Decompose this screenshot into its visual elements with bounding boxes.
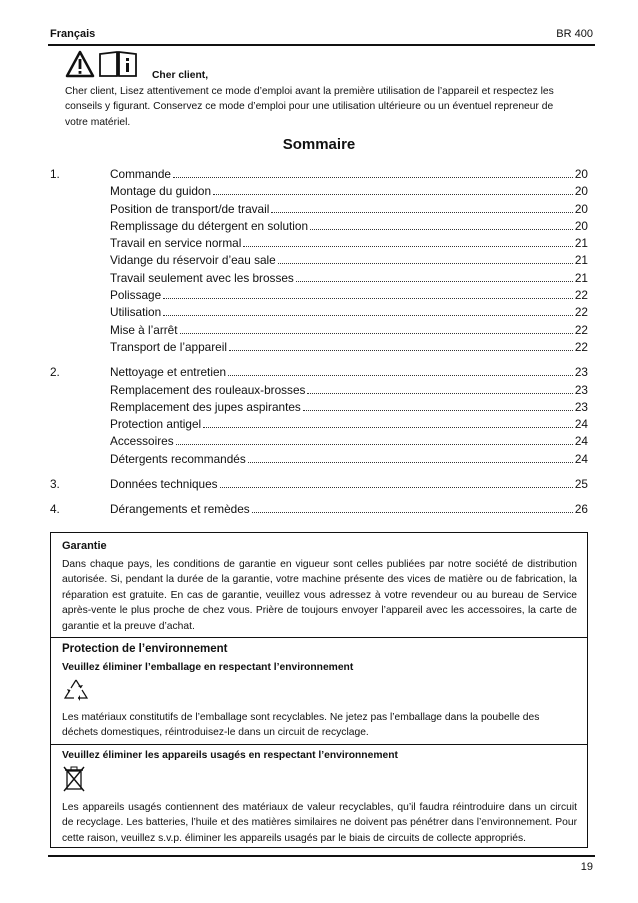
toc-entry (50, 434, 588, 451)
toc-entry (50, 383, 588, 400)
toc-page-number: 20 (574, 218, 588, 233)
toc-entry-label: Remplissage du détergent en solution (110, 218, 309, 233)
toc-page-number: 25 (574, 477, 588, 492)
toc-page-number: 23 (574, 382, 588, 397)
toc-leader-dots (310, 229, 573, 230)
toc-leader-dots (252, 512, 573, 513)
toc-entry-label: Transport de l’appareil (110, 339, 227, 354)
toc-entry (50, 323, 588, 340)
page-title: Sommaire (282, 136, 356, 153)
toc-page-number: 20 (574, 201, 588, 216)
toc-page-number: 20 (574, 167, 588, 181)
intro-body: Cher client, Lisez attentivement ce mode d’emploi avant la première utilisation de l’appareil et respectez les conseils y figurant. Conservez ce mode d’emploi pour une utilisation ultérieure ou un éventuel repreneur de votre matériel. (65, 85, 554, 128)
toc-entry-label: Montage du guidon (110, 184, 212, 199)
toc-entry (50, 184, 588, 201)
toc-entry-label: Commande (110, 167, 171, 181)
toc-leader-dots (213, 194, 573, 195)
devices-text: Les appareils usagés contiennent des matériaux de valeur recyclables, qu’il faudra réintroduire dans un circuit de recyclage. Les batteries, l’huile et des matières similaires ne doivent pas pénétrer dans l’environnement. Pour cette raison, veuillez s.v.p. éliminer les appareils usagés par le biais de circuits de collecte appropriés. (62, 801, 577, 844)
toc-entry (50, 502, 588, 519)
intro-icons (65, 50, 138, 78)
toc-leader-dots (243, 246, 573, 247)
toc-entry (50, 452, 588, 469)
toc-section (50, 477, 588, 494)
toc-page-number: 22 (574, 305, 588, 320)
manual-book-icon (98, 50, 138, 78)
toc-section-number: 2. (50, 365, 60, 380)
toc-section (50, 365, 588, 469)
toc-entry (50, 340, 588, 357)
toc-entry-label: Vidange du réservoir d’eau sale (110, 253, 276, 268)
toc-page-number: 23 (574, 399, 588, 414)
toc-section (50, 167, 588, 357)
toc-entry-label: Mise à l’arrêt (110, 322, 178, 337)
toc-page-number: 22 (574, 339, 588, 354)
toc-page-number: 24 (574, 434, 588, 449)
environment-heading: Protection de l’environnement (62, 643, 228, 655)
toc-page-number: 23 (574, 365, 588, 380)
guarantee-text: Dans chaque pays, les conditions de garantie en vigueur sont celles publiées par notre société de distribution autorisée. Si, pendant la durée de la garantie, votre machine présente des vices de matière ou de fabrication, la réparation est gratuite. En cas de garantie, veuillez vous adressez à votre revendeur ou au bureau de Service après-vente le plus proche de chez vous. Prière de toujours envoyer l’appareil avec les accessoires, la carte de garantie et la preuve d’achat. (62, 558, 577, 632)
crossed-bin-icon (62, 765, 86, 793)
footer-rule (48, 855, 595, 857)
toc-page-number: 21 (574, 253, 588, 268)
bin-icon-wrap (62, 765, 577, 799)
toc-page-number: 20 (574, 184, 588, 199)
toc-page-number: 22 (574, 288, 588, 303)
toc-page-number: 24 (574, 417, 588, 432)
toc-entry-label: Nettoyage et entretien (110, 365, 227, 380)
toc-entry-label: Accessoires (110, 434, 174, 449)
toc-leader-dots (303, 410, 573, 411)
toc-leader-dots (307, 393, 572, 394)
toc-entry (50, 219, 588, 236)
toc-page-number: 21 (574, 270, 588, 285)
toc-entry (50, 305, 588, 322)
toc-leader-dots (229, 350, 573, 351)
recycle-icon (62, 677, 90, 703)
packaging-text: Les matériaux constitutifs de l’emballage sont recyclables. Ne jetez pas l’emballage dans la poubelle des déchets domestiques, réintroduisez-le dans un circuit de recyclage. (62, 711, 540, 738)
toc-entry-label: Travail en service normal (110, 236, 242, 251)
toc-leader-dots (220, 487, 573, 488)
toc-entry-label: Détergents recommandés (110, 451, 246, 466)
toc-page-number: 26 (574, 502, 588, 517)
toc-leader-dots (228, 375, 573, 376)
header-rule (48, 44, 595, 46)
toc-section (50, 502, 588, 519)
toc-entry-label: Remplacement des rouleaux-brosses (110, 382, 306, 397)
toc-leader-dots (278, 263, 573, 264)
intro-greeting: Cher client, (152, 70, 209, 81)
page-number: 19 (580, 861, 593, 873)
toc-entry (50, 288, 588, 305)
toc-entry-label: Protection antigel (110, 417, 202, 432)
toc-entry (50, 253, 588, 270)
toc-entry-label: Remplacement des jupes aspirantes (110, 399, 301, 414)
toc-entry-label: Dérangements et remèdes (110, 502, 250, 517)
table-of-contents (50, 167, 588, 528)
toc-entry-label: Polissage (110, 288, 162, 303)
toc-leader-dots (163, 298, 573, 299)
guarantee-heading: Garantie (62, 540, 107, 552)
devices-heading: Veuillez éliminer les appareils usagés en respectant l’environnement (62, 749, 398, 761)
toc-section-number: 1. (50, 167, 60, 181)
header-model: BR 400 (556, 28, 593, 40)
toc-page-number: 24 (574, 451, 588, 466)
toc-page-number: 22 (574, 322, 588, 337)
toc-leader-dots (180, 333, 573, 334)
packaging-heading: Veuillez éliminer l’emballage en respectant l’environnement (62, 661, 354, 673)
toc-entry (50, 236, 588, 253)
toc-entry-label: Utilisation (110, 305, 162, 320)
toc-entry (50, 365, 588, 382)
toc-section-number: 4. (50, 502, 60, 517)
toc-entry-label: Travail seulement avec les brosses (110, 270, 294, 285)
toc-entry-label: Position de transport/de travail (110, 201, 270, 216)
toc-leader-dots (176, 444, 573, 445)
header-language: Français (50, 28, 96, 40)
toc-leader-dots (296, 281, 573, 282)
toc-leader-dots (271, 212, 573, 213)
toc-entry (50, 202, 588, 219)
toc-entry (50, 271, 588, 288)
intro-block (65, 50, 575, 130)
divider (51, 744, 587, 745)
page-header (50, 28, 593, 44)
toc-page-number: 21 (574, 236, 588, 251)
toc-entry (50, 417, 588, 434)
toc-leader-dots (173, 177, 573, 178)
toc-entry (50, 477, 588, 494)
guarantee-environment-box (50, 532, 588, 848)
warning-triangle-icon (65, 50, 95, 78)
recycle-icon-wrap (62, 677, 577, 709)
toc-section-number: 3. (50, 477, 60, 492)
divider (51, 637, 587, 638)
toc-entry (50, 167, 588, 184)
toc-entry (50, 400, 588, 417)
toc-leader-dots (163, 315, 573, 316)
toc-leader-dots (203, 427, 573, 428)
toc-entry-label: Données techniques (110, 477, 218, 492)
toc-leader-dots (248, 462, 573, 463)
